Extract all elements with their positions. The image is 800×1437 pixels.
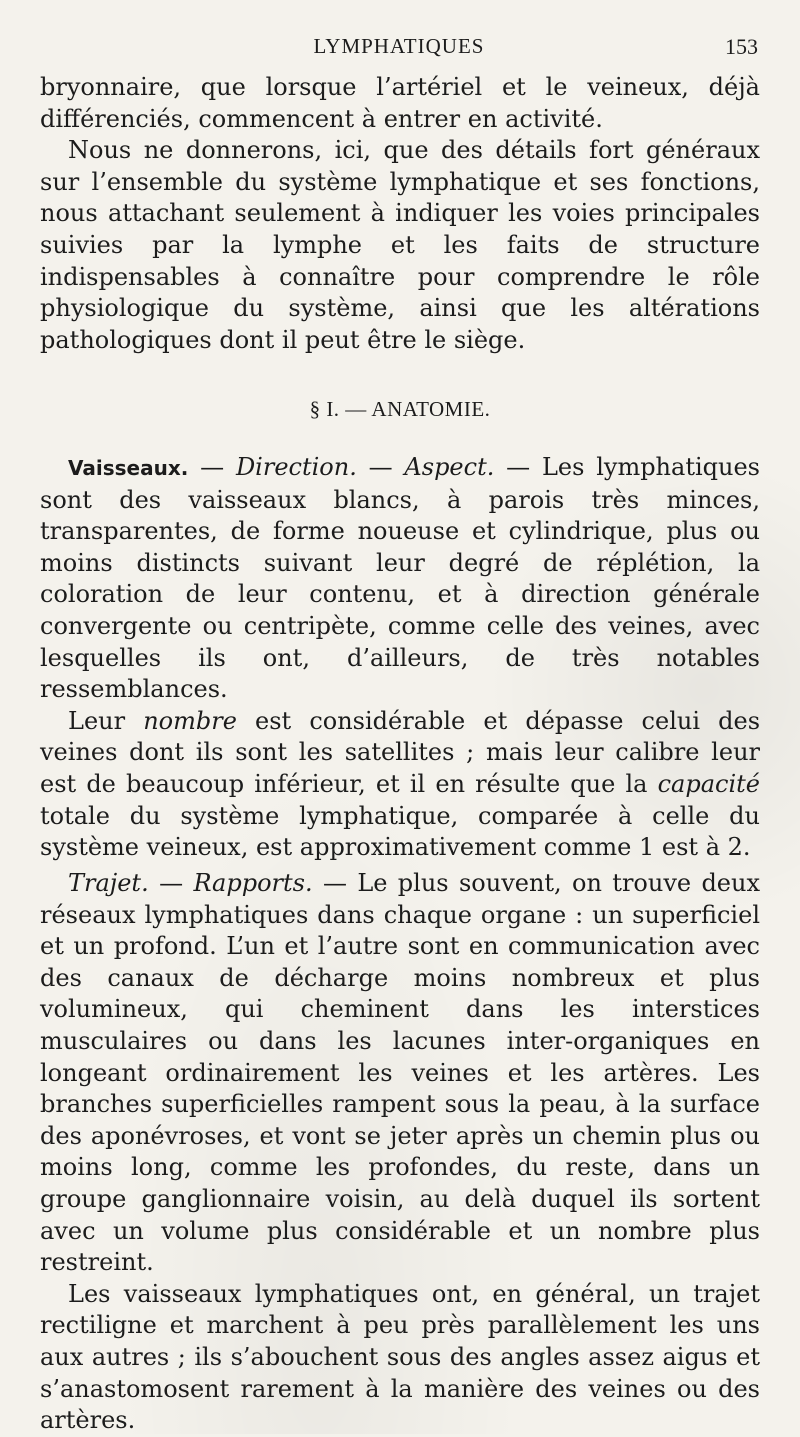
text-run: totale du système lymphatique, comparée à celle du système veineux, est approximativement comme 1 est à 2. [40, 801, 760, 862]
trajet-text [40, 868, 760, 1437]
term-trajet: Trajet. [68, 869, 149, 897]
paragraph-vaisseaux [40, 452, 760, 706]
text-run: Leur [68, 706, 144, 735]
paragraph-overview: Nous ne donnerons, ici, que des détails fort généraux sur l’ensemble du système lymphatique et ses fonctions, nous attachant seulement à indiquer les voies principales suivies par la lymphe et les faits de structure indispensables à connaître pour comprendre le rôle physiologique du système, ainsi que les altérations pathologiques dont il peut être le siège. [40, 136, 760, 354]
section-heading: § I. — ANATOMIE. [309, 397, 491, 421]
text-run: est considérable et dépasse celui des veines dont ils sont les satellites ; mais leur calibre leur est de beaucoup inférieur, et il en résulte que la [40, 706, 761, 798]
paragraph-final: Les vaisseaux lymphatiques ont, en général, un trajet rectiligne et marchent à peu près parallèlement les uns aux autres ; ils s’abouchent sous des angles assez aigus et s’anastomosent rarement à la manière des veines ou des artères. [40, 1279, 760, 1435]
term-rapports: Rapports. [193, 869, 313, 897]
running-title: LYMPHATIQUES [313, 34, 485, 58]
term-direction: Direction. [235, 453, 357, 481]
dash-separator: — [356, 453, 405, 481]
paragraph-trajet [40, 868, 760, 1279]
paragraph-nombre [40, 706, 760, 864]
trajet-body: — Le plus souvent, on trouve deux réseaux lymphatiques dans chaque organe : un superficiel et un profond. L’un et l’autre sont en communication avec des canaux de décharge moins nombreux et plus volumineux, qui cheminent dans les interstices musculaires ou dans les lacunes inter-organiques en longeant ordinairement les veines et les artères. Les branches superficielles rampent sous la peau, à la surface des aponévroses, et vont se jeter après un chemin plus ou moins long, comme les profondes, du reste, dans un groupe ganglionnaire voisin, au delà duquel ils sortent avec un volume plus considérable et un nombre plus restreint. [40, 869, 760, 1277]
vaisseaux-text [40, 452, 760, 864]
page-number: 153 [725, 34, 758, 59]
intro-text [40, 72, 760, 356]
heading-vaisseaux: Vaisseaux. [68, 456, 189, 480]
vaisseaux-body: — Les lymphatiques sont des vaisseaux blancs, à parois très minces, transparentes, de forme noueuse et cylindrique, plus ou moins distincts suivant leur degré de réplétion, la coloration de leur contenu, et à direction générale convergente ou centripète, comme celle des veines, avec lesquelles ils ont, d’ailleurs, de très notables ressemblances. [40, 453, 760, 704]
term-aspect: Aspect. [404, 453, 495, 481]
running-header [40, 34, 758, 58]
term-capacite: capacité [657, 769, 760, 798]
dash-separator: — [188, 453, 236, 481]
dash-separator: — [148, 869, 194, 897]
term-nombre: nombre [143, 706, 237, 735]
paragraph-continuation: bryonnaire, que lorsque l’artériel et le veineux, déjà différenciés, commencent à entrer en activité. [40, 73, 760, 133]
